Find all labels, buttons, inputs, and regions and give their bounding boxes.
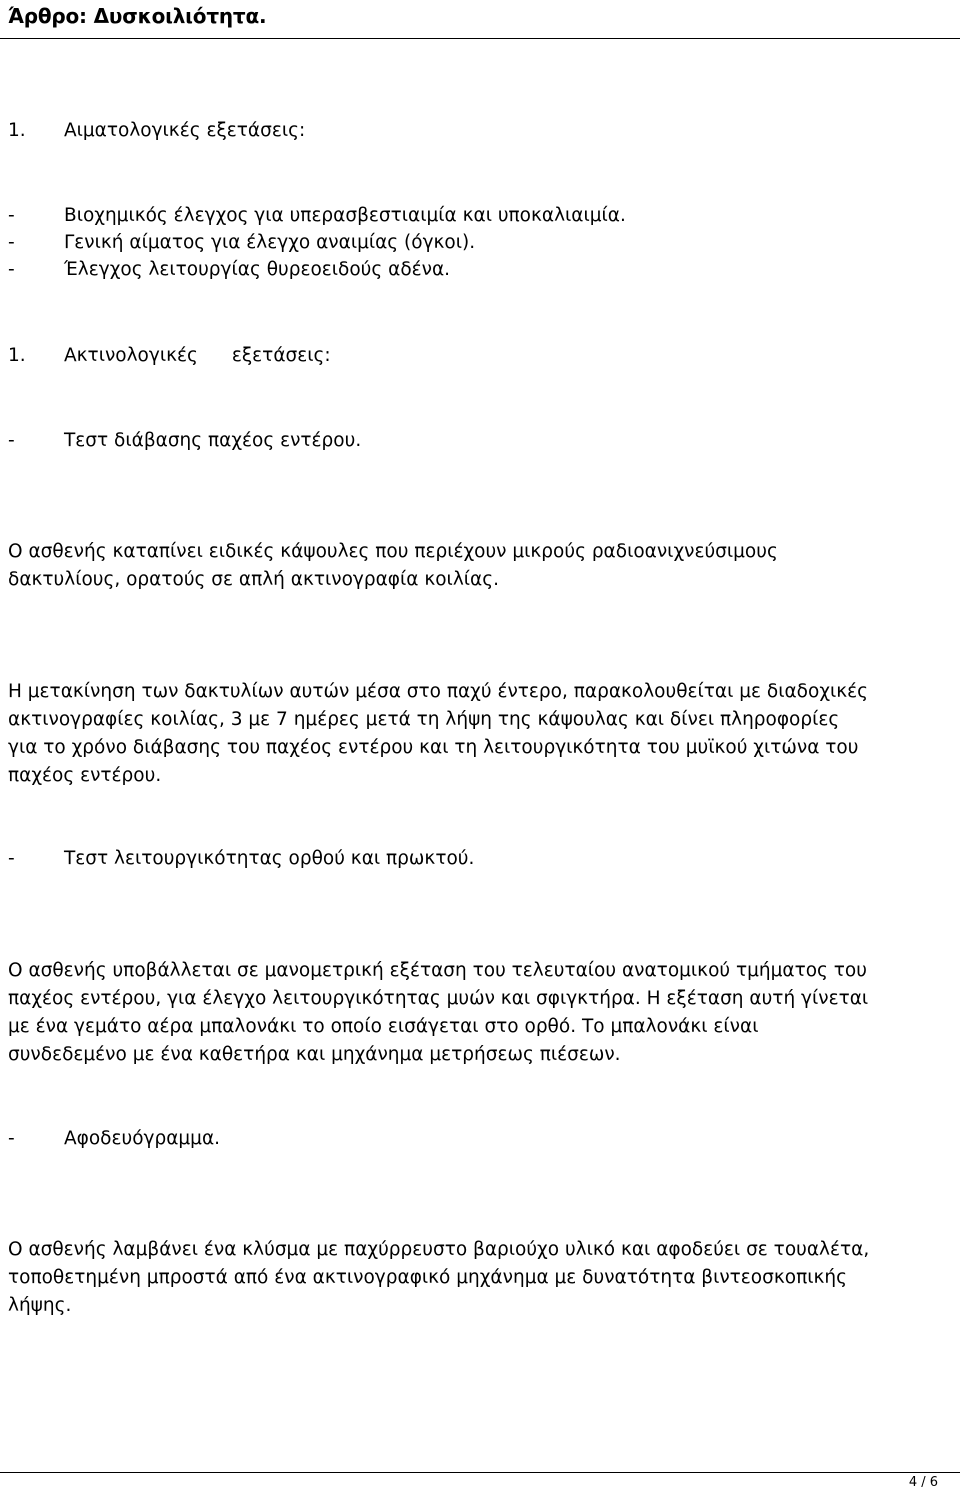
section-heading-word: εξετάσεις: (231, 345, 331, 366)
list-item-text: Βιοχημικός έλεγχος για υπερασβεστιαιμία και υποκαλιαιμία. (64, 205, 626, 226)
paragraph-anorectal-manometry: Ο ασθενής υποβάλλεται σε μανομετρική εξέταση του τελευταίου ανατομικού τμήματος του παχέος εντέρου, για έλεγχο λειτουργικότητας μυών και σφιγκτήρα. Η εξέταση αυτή γίνεται με ένα γεμάτο αέρα μπαλονάκι το οποίο εισάγεται στο ορθό. Το μπαλονάκι είναι συνδεδεμένο με ένα καθετήρα και μηχάνημα μετρήσεως πιέσεων. (8, 960, 869, 1065)
list-item-text: Γενική αίματος για έλεγχο αναιμίας (όγκοι). (64, 232, 476, 253)
paragraph-colon-transit-monitoring: Η μετακίνηση των δακτυλίων αυτών μέσα στο παχύ έντερο, παρακολουθείται με διαδοχικές ακτινογραφίες κοιλίας, 3 με 7 ημέρες μετά τη λήψη της κάψουλας και δίνει πληροφορίες για το χρόνο διάβασης του παχέος εντέρου και τη λειτουργικότητα του μυϊκού χιτώνα του παχέος εντέρου. (8, 681, 869, 786)
list-item (8, 202, 626, 230)
page-title: Άρθρο: Δυσκοιλιότητα. (8, 4, 267, 28)
paragraph-defecography: Ο ασθενής λαμβάνει ένα κλύσμα με παχύρρευστο βαριούχο υλικό και αφοδεύει σε τουαλέτα, τοποθετημένη μπροστά από ένα ακτινογραφικό μηχάνημα με δυνατότητα βιντεοσκοπικής λήψης. (8, 1239, 870, 1316)
list-item-text: Έλεγχος λειτουργίας θυρεοειδούς αδένα. (64, 259, 451, 280)
list-marker: - (8, 848, 15, 869)
list-item-text: Τεστ διάβασης παχέος εντέρου. (64, 430, 362, 451)
list-item (8, 845, 474, 873)
list-marker: - (8, 232, 15, 253)
section-number: 1. (8, 120, 26, 141)
list-item-text: Τεστ λειτουργικότητας ορθού και πρωκτού. (64, 848, 475, 869)
list-marker: - (8, 1128, 15, 1149)
list-marker: - (8, 205, 15, 226)
list-marker: - (8, 259, 15, 280)
section-heading-blood-tests (8, 117, 305, 145)
section-heading-text: Αιματολογικές εξετάσεις: (64, 120, 306, 141)
list-item (8, 1125, 220, 1153)
list-item (8, 427, 361, 455)
section-number: 1. (8, 345, 26, 366)
section-heading-radiology-tests (8, 342, 331, 370)
list-item (8, 256, 450, 284)
section-heading-word: Ακτινολογικές (64, 345, 198, 366)
page-number: 4 / 6 (908, 1475, 938, 1490)
list-marker: - (8, 430, 15, 451)
list-item (8, 229, 475, 257)
header-divider (0, 38, 960, 39)
paragraph-colon-transit-capsules: Ο ασθενής καταπίνει ειδικές κάψουλες που περιέχουν μικρούς ραδιοανιχνεύσιμους δακτυλίους, ορατούς σε απλή ακτινογραφία κοιλίας. (8, 541, 778, 590)
list-item-text: Αφοδευόγραμμα. (64, 1128, 221, 1149)
footer-divider (0, 1472, 960, 1473)
